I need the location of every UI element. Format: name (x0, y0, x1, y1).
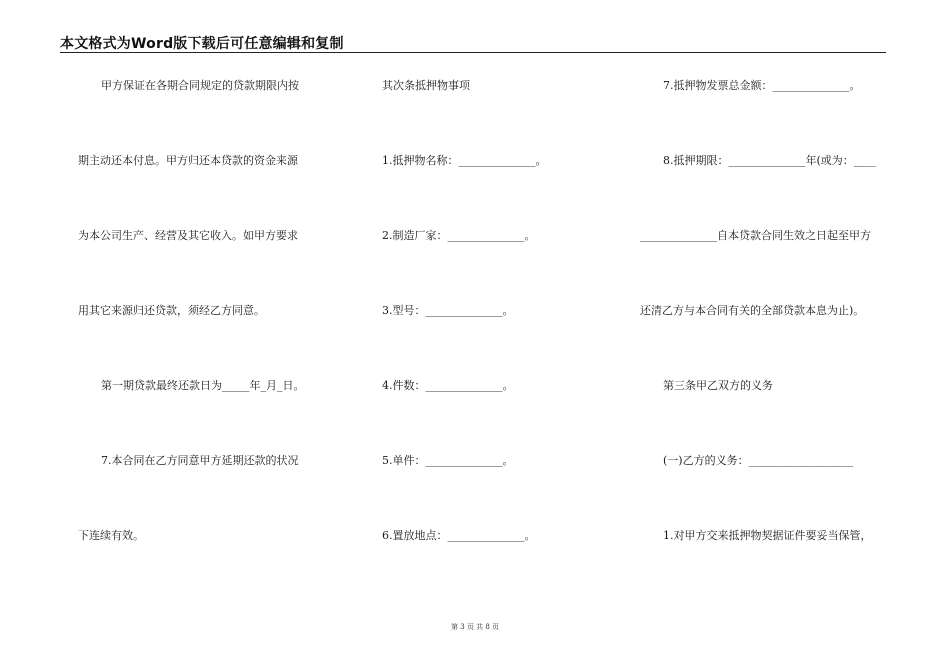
text-line: 期主动还本付息。甲方归还本贷款的资金来源 (78, 154, 298, 167)
text-line: 1.抵押物名称：______________。 (382, 154, 547, 167)
text-line: 甲方保证在各期合同规定的贷款期限内按 (101, 79, 299, 92)
text-line: ______________自本贷款合同生效之日起至甲方 (640, 229, 871, 242)
text-line: (一)乙方的义务：___________________ (663, 454, 854, 467)
text-line: 2.制造厂家：______________。 (382, 229, 536, 242)
text-line: 7.抵押物发票总金额：______________。 (663, 79, 861, 92)
header-divider (60, 52, 886, 53)
text-line: 还清乙方与本合同有关的全部贷款本息为止)。 (640, 304, 865, 317)
text-line: 下连续有效。 (78, 529, 144, 542)
text-line: 为本公司生产、经营及其它收入。如甲方要求 (78, 229, 298, 242)
page-number: 第 3 页 共 8 页 (450, 623, 500, 631)
text-line: 第三条甲乙双方的义务 (663, 379, 773, 392)
text-line: 6.置放地点：______________。 (382, 529, 536, 542)
text-line: 4.件数：______________。 (382, 379, 514, 392)
text-line: 8.抵押期限：______________年(或为：____ (663, 154, 876, 167)
text-line: 其次条抵押物事项 (382, 79, 470, 92)
text-line: 用其它来源归还贷款，须经乙方同意。 (78, 304, 265, 317)
text-line: 第一期贷款最终还款日为_____年_月_日。 (101, 379, 305, 392)
text-line: 3.型号：______________。 (382, 304, 514, 317)
text-line: 7.本合同在乙方同意甲方延期还款的状况 (101, 454, 299, 467)
text-line: 5.单件：______________。 (382, 454, 514, 467)
text-line: 1.对甲方交来抵押物契据证件要妥当保管， (663, 529, 872, 542)
document-header-title: 本文格式为Word版下载后可任意编辑和复制 (60, 36, 344, 52)
